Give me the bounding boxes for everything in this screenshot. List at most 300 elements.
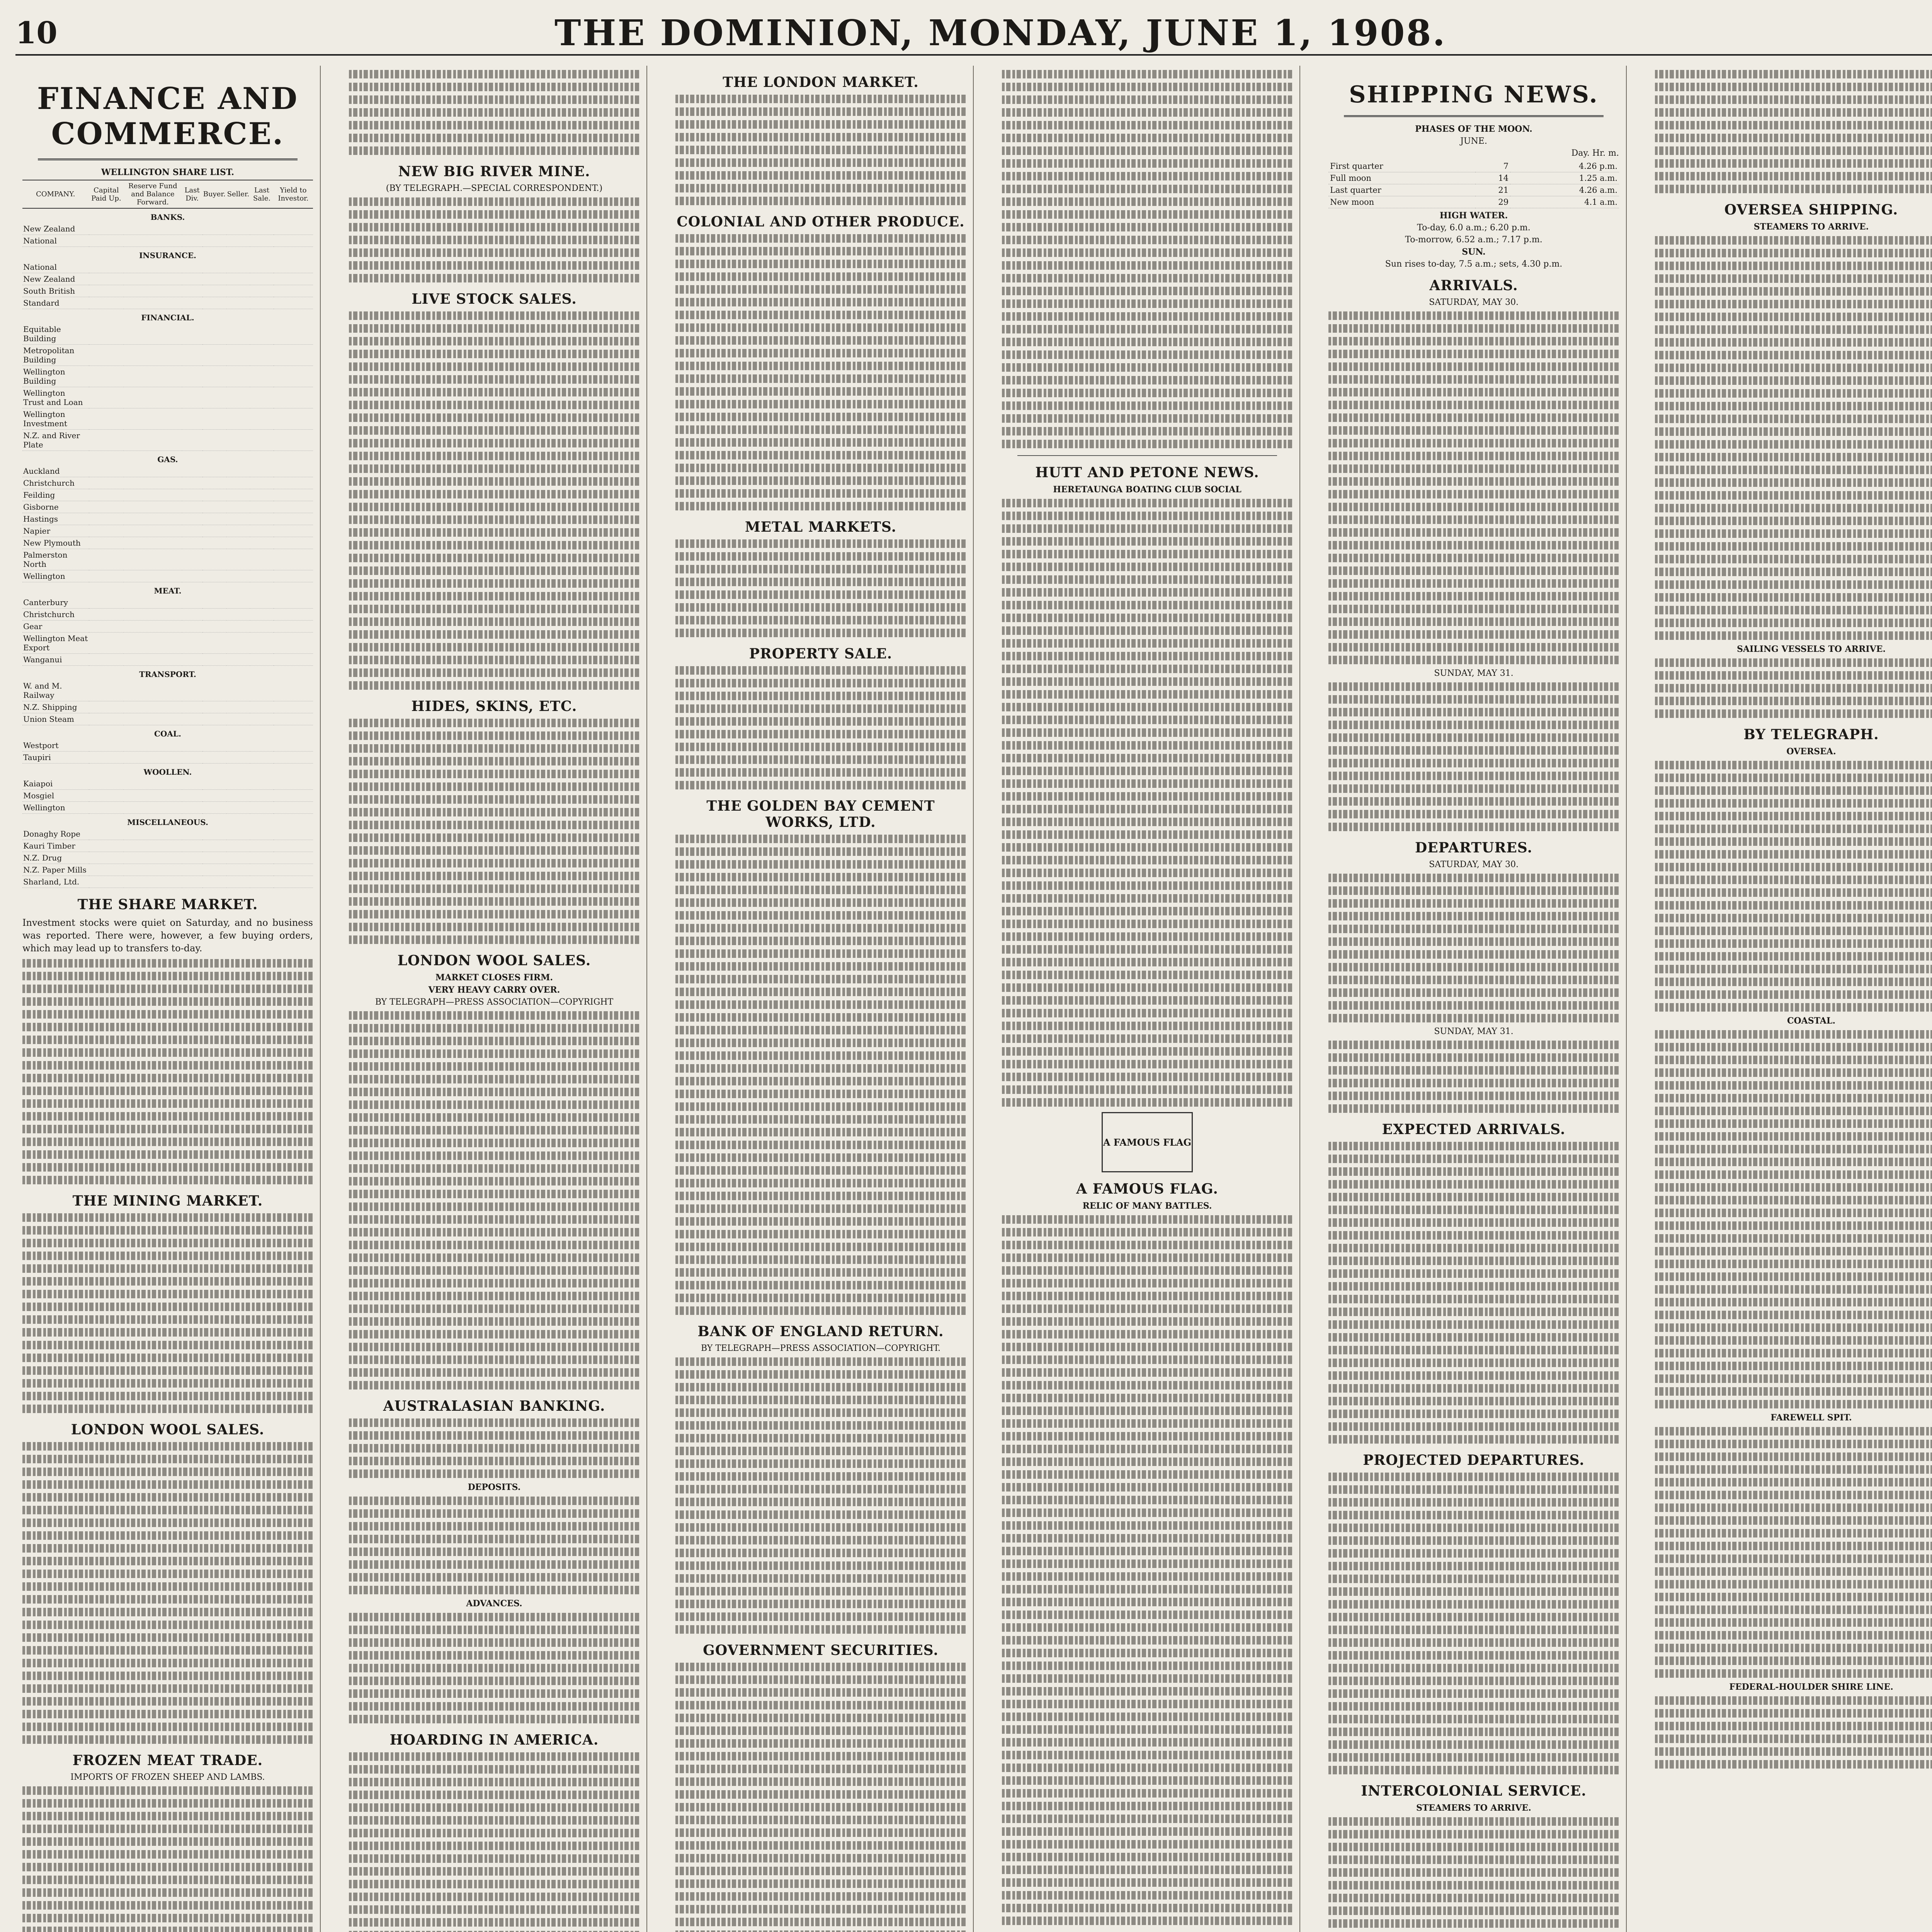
share-cell-seller: [226, 223, 250, 235]
share-cell-sale: [250, 323, 274, 345]
share-cell-sale: [250, 525, 274, 537]
departures-sunday-date: SUNDAY, MAY 31.: [1434, 1027, 1514, 1036]
share-cell-capital: [89, 701, 124, 713]
share-cell-seller: [226, 549, 250, 570]
article-body: [349, 1418, 639, 1478]
share-cell-sale: [250, 876, 274, 888]
share-cell-company: Standard: [22, 297, 89, 309]
share-cell-yield: [274, 323, 313, 345]
share-cell-company: Wellington: [22, 570, 89, 582]
deposits-title: DEPOSITS.: [468, 1482, 521, 1492]
share-cell-yield: [274, 876, 313, 888]
share-cell-reserve: [124, 345, 182, 366]
share-cell-div: [182, 408, 202, 430]
arrivals-title: ARRIVALS.: [1429, 277, 1518, 294]
article-body: [349, 311, 639, 690]
share-cell-reserve: [124, 430, 182, 451]
share-cell-buyer: [202, 701, 226, 713]
column-markets: [668, 66, 974, 1932]
share-cell-seller: [226, 525, 250, 537]
share-cell-company: Feilding: [22, 489, 89, 501]
share-cell-reserve: [124, 852, 182, 864]
article-body: [675, 666, 966, 789]
moon-phase-row: [1328, 172, 1619, 184]
share-cell-sale: [250, 840, 274, 852]
table-row: [22, 802, 313, 814]
moon-phase-row: [1328, 184, 1619, 196]
share-cell-yield: [274, 713, 313, 725]
share-cell-reserve: [124, 223, 182, 235]
share-cell-yield: [274, 261, 313, 273]
share-cell-capital: [89, 501, 124, 513]
share-cell-yield: [274, 654, 313, 666]
share-cell-company: Wellington: [22, 802, 89, 814]
article-body: [1655, 70, 1932, 193]
share-cell-reserve: [124, 680, 182, 701]
share-cell-capital: [89, 740, 124, 752]
share-cell-company: Gear: [22, 621, 89, 633]
share-cell-reserve: [124, 525, 182, 537]
government-securities-title: GOVERNMENT SECURITIES.: [703, 1642, 939, 1658]
article-body: [675, 835, 966, 1315]
share-cell-yield: [274, 680, 313, 701]
share-cell-yield: [274, 408, 313, 430]
share-cell-div: [182, 513, 202, 525]
share-cell-sale: [250, 609, 274, 621]
share-section-row: [22, 666, 313, 680]
share-section-label: MEAT.: [154, 586, 182, 595]
boating-club-title: HERETAUNGA BOATING CLUB SOCIAL: [1053, 485, 1242, 495]
new-big-river-byline: (BY TELEGRAPH.—SPECIAL CORRESPONDENT.): [386, 184, 603, 193]
share-cell-seller: [226, 609, 250, 621]
share-cell-yield: [274, 513, 313, 525]
article-body: [1328, 1817, 1619, 1932]
share-cell-buyer: [202, 549, 226, 570]
moon-phase-day: 7: [1475, 160, 1510, 172]
share-cell-reserve: [124, 297, 182, 309]
share-cell-capital: [89, 621, 124, 633]
share-cell-seller: [226, 876, 250, 888]
article-body: [22, 1442, 313, 1744]
share-cell-capital: [89, 261, 124, 273]
share-cell-buyer: [202, 713, 226, 725]
article-body: [1655, 236, 1932, 640]
table-row: [22, 864, 313, 876]
projected-departures-title: PROJECTED DEPARTURES.: [1363, 1452, 1585, 1468]
oversea-steamers-title: STEAMERS TO ARRIVE.: [1753, 222, 1869, 232]
high-water-today: To-day, 6.0 a.m.; 6.20 p.m.: [1417, 223, 1531, 233]
article-body: [349, 1613, 639, 1723]
share-cell-div: [182, 680, 202, 701]
share-cell-sale: [250, 752, 274, 764]
share-cell-buyer: [202, 297, 226, 309]
table-row: [22, 840, 313, 852]
share-cell-buyer: [202, 323, 226, 345]
share-cell-yield: [274, 430, 313, 451]
moon-phase-table: [1328, 160, 1619, 208]
oversea-subtitle: OVERSEA.: [1786, 747, 1836, 757]
share-cell-yield: [274, 701, 313, 713]
share-cell-buyer: [202, 273, 226, 285]
share-cell-seller: [226, 345, 250, 366]
share-cell-yield: [274, 597, 313, 609]
share-cell-buyer: [202, 285, 226, 297]
share-cell-sale: [250, 790, 274, 802]
share-cell-seller: [226, 864, 250, 876]
table-row: [22, 740, 313, 752]
share-cell-buyer: [202, 235, 226, 247]
share-cell-company: Wellington Investment: [22, 408, 89, 430]
share-cell-sale: [250, 285, 274, 297]
share-cell-sale: [250, 489, 274, 501]
share-cell-yield: [274, 778, 313, 790]
share-cell-yield: [274, 345, 313, 366]
share-cell-seller: [226, 235, 250, 247]
share-cell-sale: [250, 513, 274, 525]
share-cell-yield: [274, 549, 313, 570]
share-cell-company: N.Z. and River Plate: [22, 430, 89, 451]
share-cell-buyer: [202, 489, 226, 501]
share-section-row: [22, 451, 313, 466]
share-cell-yield: [274, 235, 313, 247]
shipping-news-title: SHIPPING NEWS.: [1349, 81, 1599, 108]
table-row: [22, 235, 313, 247]
intercolonial-steamers-title: STEAMERS TO ARRIVE.: [1416, 1803, 1531, 1813]
moon-phase-day: 14: [1475, 172, 1510, 184]
share-cell-seller: [226, 297, 250, 309]
share-section-row: [22, 582, 313, 597]
share-cell-seller: [226, 430, 250, 451]
moon-phase-row: [1328, 160, 1619, 172]
table-row: [22, 680, 313, 701]
share-cell-sale: [250, 366, 274, 387]
departures-title: DEPARTURES.: [1415, 840, 1533, 856]
share-cell-seller: [226, 621, 250, 633]
article-body: [1328, 682, 1619, 831]
share-cell-sale: [250, 621, 274, 633]
share-cell-sale: [250, 549, 274, 570]
article-body: [1655, 658, 1932, 718]
table-row: [22, 537, 313, 549]
share-cell-reserve: [124, 778, 182, 790]
share-cell-buyer: [202, 654, 226, 666]
federal-houlder-title: FEDERAL-HOULDER SHIRE LINE.: [1729, 1682, 1893, 1692]
share-cell-capital: [89, 408, 124, 430]
share-cell-sale: [250, 713, 274, 725]
share-cell-company: W. and M. Railway: [22, 680, 89, 701]
share-cell-seller: [226, 408, 250, 430]
share-cell-capital: [89, 852, 124, 864]
share-cell-company: Kaiapoi: [22, 778, 89, 790]
share-cell-sale: [250, 597, 274, 609]
share-cell-seller: [226, 633, 250, 654]
share-cell-company: Auckland: [22, 465, 89, 477]
arrivals-date: SATURDAY, MAY 30.: [1429, 298, 1519, 307]
share-cell-reserve: [124, 597, 182, 609]
share-cell-sale: [250, 501, 274, 513]
share-column-header: Last Div.: [182, 180, 202, 208]
share-cell-company: Palmerston North: [22, 549, 89, 570]
share-section-label: MISCELLANEOUS.: [127, 818, 208, 827]
share-cell-capital: [89, 297, 124, 309]
article-body: [22, 1786, 313, 1932]
share-cell-div: [182, 430, 202, 451]
share-cell-buyer: [202, 408, 226, 430]
famous-flag-title: A FAMOUS FLAG.: [1076, 1181, 1218, 1197]
share-cell-buyer: [202, 537, 226, 549]
share-cell-yield: [274, 223, 313, 235]
share-cell-buyer: [202, 621, 226, 633]
article-body: [349, 197, 639, 282]
departures-date: SATURDAY, MAY 30.: [1429, 860, 1519, 869]
share-cell-reserve: [124, 235, 182, 247]
share-cell-company: Christchurch: [22, 609, 89, 621]
share-list-title: WELLINGTON SHARE LIST.: [101, 167, 235, 177]
article-body: [349, 719, 639, 944]
share-cell-div: [182, 852, 202, 864]
share-cell-yield: [274, 852, 313, 864]
share-section-label: TRANSPORT.: [139, 670, 196, 679]
share-cell-div: [182, 297, 202, 309]
share-cell-capital: [89, 778, 124, 790]
share-cell-company: Wellington Meat Export: [22, 633, 89, 654]
share-cell-company: Hastings: [22, 513, 89, 525]
share-column-header: Last Sale.: [250, 180, 274, 208]
moon-phase-name: New moon: [1328, 196, 1475, 208]
share-cell-div: [182, 387, 202, 408]
share-cell-capital: [89, 345, 124, 366]
table-row: [22, 366, 313, 387]
share-cell-company: South British: [22, 285, 89, 297]
share-cell-reserve: [124, 465, 182, 477]
share-cell-seller: [226, 387, 250, 408]
share-cell-yield: [274, 609, 313, 621]
share-cell-reserve: [124, 633, 182, 654]
table-row: [22, 501, 313, 513]
share-cell-company: Mosgiel: [22, 790, 89, 802]
share-cell-reserve: [124, 864, 182, 876]
article-body: [1328, 1142, 1619, 1444]
table-row: [22, 525, 313, 537]
moon-phase-name: Last quarter: [1328, 184, 1475, 196]
share-cell-buyer: [202, 828, 226, 840]
share-cell-reserve: [124, 790, 182, 802]
share-cell-company: Kauri Timber: [22, 840, 89, 852]
share-cell-capital: [89, 513, 124, 525]
share-cell-div: [182, 633, 202, 654]
share-cell-div: [182, 489, 202, 501]
share-cell-capital: [89, 864, 124, 876]
share-cell-capital: [89, 537, 124, 549]
share-cell-company: Equitable Building: [22, 323, 89, 345]
sun-title: SUN.: [1462, 247, 1486, 257]
share-cell-company: Wellington Building: [22, 366, 89, 387]
share-cell-seller: [226, 752, 250, 764]
share-cell-div: [182, 323, 202, 345]
share-cell-yield: [274, 525, 313, 537]
share-cell-seller: [226, 680, 250, 701]
share-cell-sale: [250, 864, 274, 876]
share-cell-sale: [250, 345, 274, 366]
column-oversea-shipping: [1648, 66, 1932, 1932]
share-cell-sale: [250, 740, 274, 752]
flag-caption: A FAMOUS FLAG: [1103, 1136, 1192, 1148]
share-cell-company: New Zealand: [22, 273, 89, 285]
high-water-title: HIGH WATER.: [1439, 211, 1508, 221]
hutt-petone-title: HUTT AND PETONE NEWS.: [1035, 464, 1259, 481]
share-cell-buyer: [202, 778, 226, 790]
share-cell-sale: [250, 537, 274, 549]
hides-title: HIDES, SKINS, ETC.: [411, 698, 577, 714]
share-cell-seller: [226, 802, 250, 814]
coastal-subtitle: COASTAL.: [1787, 1016, 1835, 1026]
moon-table-header: Day. Hr. m.: [1571, 148, 1619, 158]
famous-flag-illustration: [1102, 1112, 1193, 1172]
share-cell-company: Canterbury: [22, 597, 89, 609]
share-cell-div: [182, 609, 202, 621]
share-section-label: BANKS.: [150, 213, 185, 222]
share-cell-yield: [274, 828, 313, 840]
table-row: [22, 549, 313, 570]
share-column-header: Reserve Fund and Balance Forward.: [124, 180, 182, 208]
share-section-label: GAS.: [157, 455, 178, 464]
table-row: [22, 489, 313, 501]
share-cell-div: [182, 740, 202, 752]
share-cell-div: [182, 570, 202, 582]
share-cell-seller: [226, 513, 250, 525]
share-cell-company: Christchurch: [22, 477, 89, 489]
share-column-header: Seller.: [226, 180, 250, 208]
moon-phase-name: First quarter: [1328, 160, 1475, 172]
share-cell-buyer: [202, 501, 226, 513]
share-column-header: Yield to Investor.: [274, 180, 313, 208]
article-body: [1002, 70, 1293, 448]
article-body: [1655, 1427, 1932, 1678]
share-cell-yield: [274, 840, 313, 852]
share-cell-div: [182, 477, 202, 489]
share-cell-buyer: [202, 570, 226, 582]
share-cell-seller: [226, 465, 250, 477]
relic-title: RELIC OF MANY BATTLES.: [1082, 1201, 1212, 1211]
share-cell-company: N.Z. Drug: [22, 852, 89, 864]
share-cell-sale: [250, 408, 274, 430]
table-row: [22, 261, 313, 273]
share-cell-reserve: [124, 876, 182, 888]
share-cell-seller: [226, 261, 250, 273]
share-cell-yield: [274, 366, 313, 387]
share-cell-reserve: [124, 740, 182, 752]
share-cell-capital: [89, 840, 124, 852]
column-finance: [15, 66, 321, 1932]
share-cell-buyer: [202, 802, 226, 814]
share-cell-reserve: [124, 285, 182, 297]
share-cell-buyer: [202, 740, 226, 752]
share-cell-yield: [274, 864, 313, 876]
london-wool-sales-title: LONDON WOOL SALES.: [397, 952, 591, 969]
article-body: [675, 234, 966, 510]
share-cell-reserve: [124, 713, 182, 725]
column-commerce: [342, 66, 647, 1932]
share-cell-seller: [226, 790, 250, 802]
table-row: [22, 477, 313, 489]
share-cell-buyer: [202, 513, 226, 525]
share-section-label: WOOLLEN.: [143, 767, 192, 777]
table-row: [22, 852, 313, 864]
table-row: [22, 876, 313, 888]
share-cell-sale: [250, 570, 274, 582]
share-cell-yield: [274, 465, 313, 477]
share-column-header: Buyer.: [202, 180, 226, 208]
share-cell-reserve: [124, 501, 182, 513]
market-closes-title: MARKET CLOSES FIRM.: [435, 973, 553, 983]
article-body: [675, 1663, 966, 1932]
share-cell-company: Napier: [22, 525, 89, 537]
oversea-shipping-title: OVERSEA SHIPPING.: [1724, 202, 1898, 218]
share-cell-yield: [274, 273, 313, 285]
share-cell-yield: [274, 489, 313, 501]
colonial-produce-title: COLONIAL AND OTHER PRODUCE.: [677, 214, 965, 230]
table-row: [22, 513, 313, 525]
article-body: [22, 1213, 313, 1413]
share-column-header: COMPANY.: [22, 180, 89, 208]
sun-times: Sun rises to-day, 7.5 a.m.; sets, 4.30 p.m.: [1385, 259, 1563, 269]
moon-phase-time: 4.1 a.m.: [1510, 196, 1619, 208]
very-heavy-byline: BY TELEGRAPH—PRESS ASSOCIATION—COPYRIGHT: [375, 997, 614, 1007]
share-cell-yield: [274, 501, 313, 513]
share-cell-company: New Zealand: [22, 223, 89, 235]
share-cell-capital: [89, 752, 124, 764]
share-cell-company: Metropolitan Building: [22, 345, 89, 366]
share-cell-div: [182, 840, 202, 852]
share-cell-seller: [226, 840, 250, 852]
share-section-label: FINANCIAL.: [141, 313, 194, 322]
share-cell-reserve: [124, 802, 182, 814]
share-cell-div: [182, 235, 202, 247]
page-number: 10: [15, 15, 58, 51]
share-cell-reserve: [124, 840, 182, 852]
expected-arrivals-title: EXPECTED ARRIVALS.: [1382, 1121, 1566, 1138]
article-body: [1328, 874, 1619, 1022]
share-cell-company: National: [22, 261, 89, 273]
share-cell-capital: [89, 802, 124, 814]
share-cell-capital: [89, 477, 124, 489]
share-cell-div: [182, 713, 202, 725]
share-cell-seller: [226, 477, 250, 489]
high-water-tomorrow: To-morrow, 6.52 a.m.; 7.17 p.m.: [1405, 235, 1543, 245]
share-cell-sale: [250, 701, 274, 713]
share-cell-sale: [250, 465, 274, 477]
share-cell-reserve: [124, 537, 182, 549]
share-cell-div: [182, 273, 202, 285]
share-cell-capital: [89, 366, 124, 387]
share-cell-company: Wellington Trust and Loan: [22, 387, 89, 408]
table-row: [22, 778, 313, 790]
bank-of-england-byline: BY TELEGRAPH—PRESS ASSOCIATION—COPYRIGHT.: [701, 1344, 941, 1353]
article-body: [1002, 1215, 1293, 1925]
farewell-spit-title: FAREWELL SPIT.: [1770, 1413, 1852, 1423]
share-cell-capital: [89, 525, 124, 537]
hoarding-title: HOARDING IN AMERICA.: [389, 1732, 599, 1748]
share-cell-capital: [89, 597, 124, 609]
share-cell-capital: [89, 430, 124, 451]
share-cell-div: [182, 778, 202, 790]
share-cell-reserve: [124, 366, 182, 387]
share-cell-buyer: [202, 876, 226, 888]
share-cell-buyer: [202, 864, 226, 876]
share-cell-buyer: [202, 261, 226, 273]
share-cell-reserve: [124, 609, 182, 621]
share-cell-company: Wanganui: [22, 654, 89, 666]
